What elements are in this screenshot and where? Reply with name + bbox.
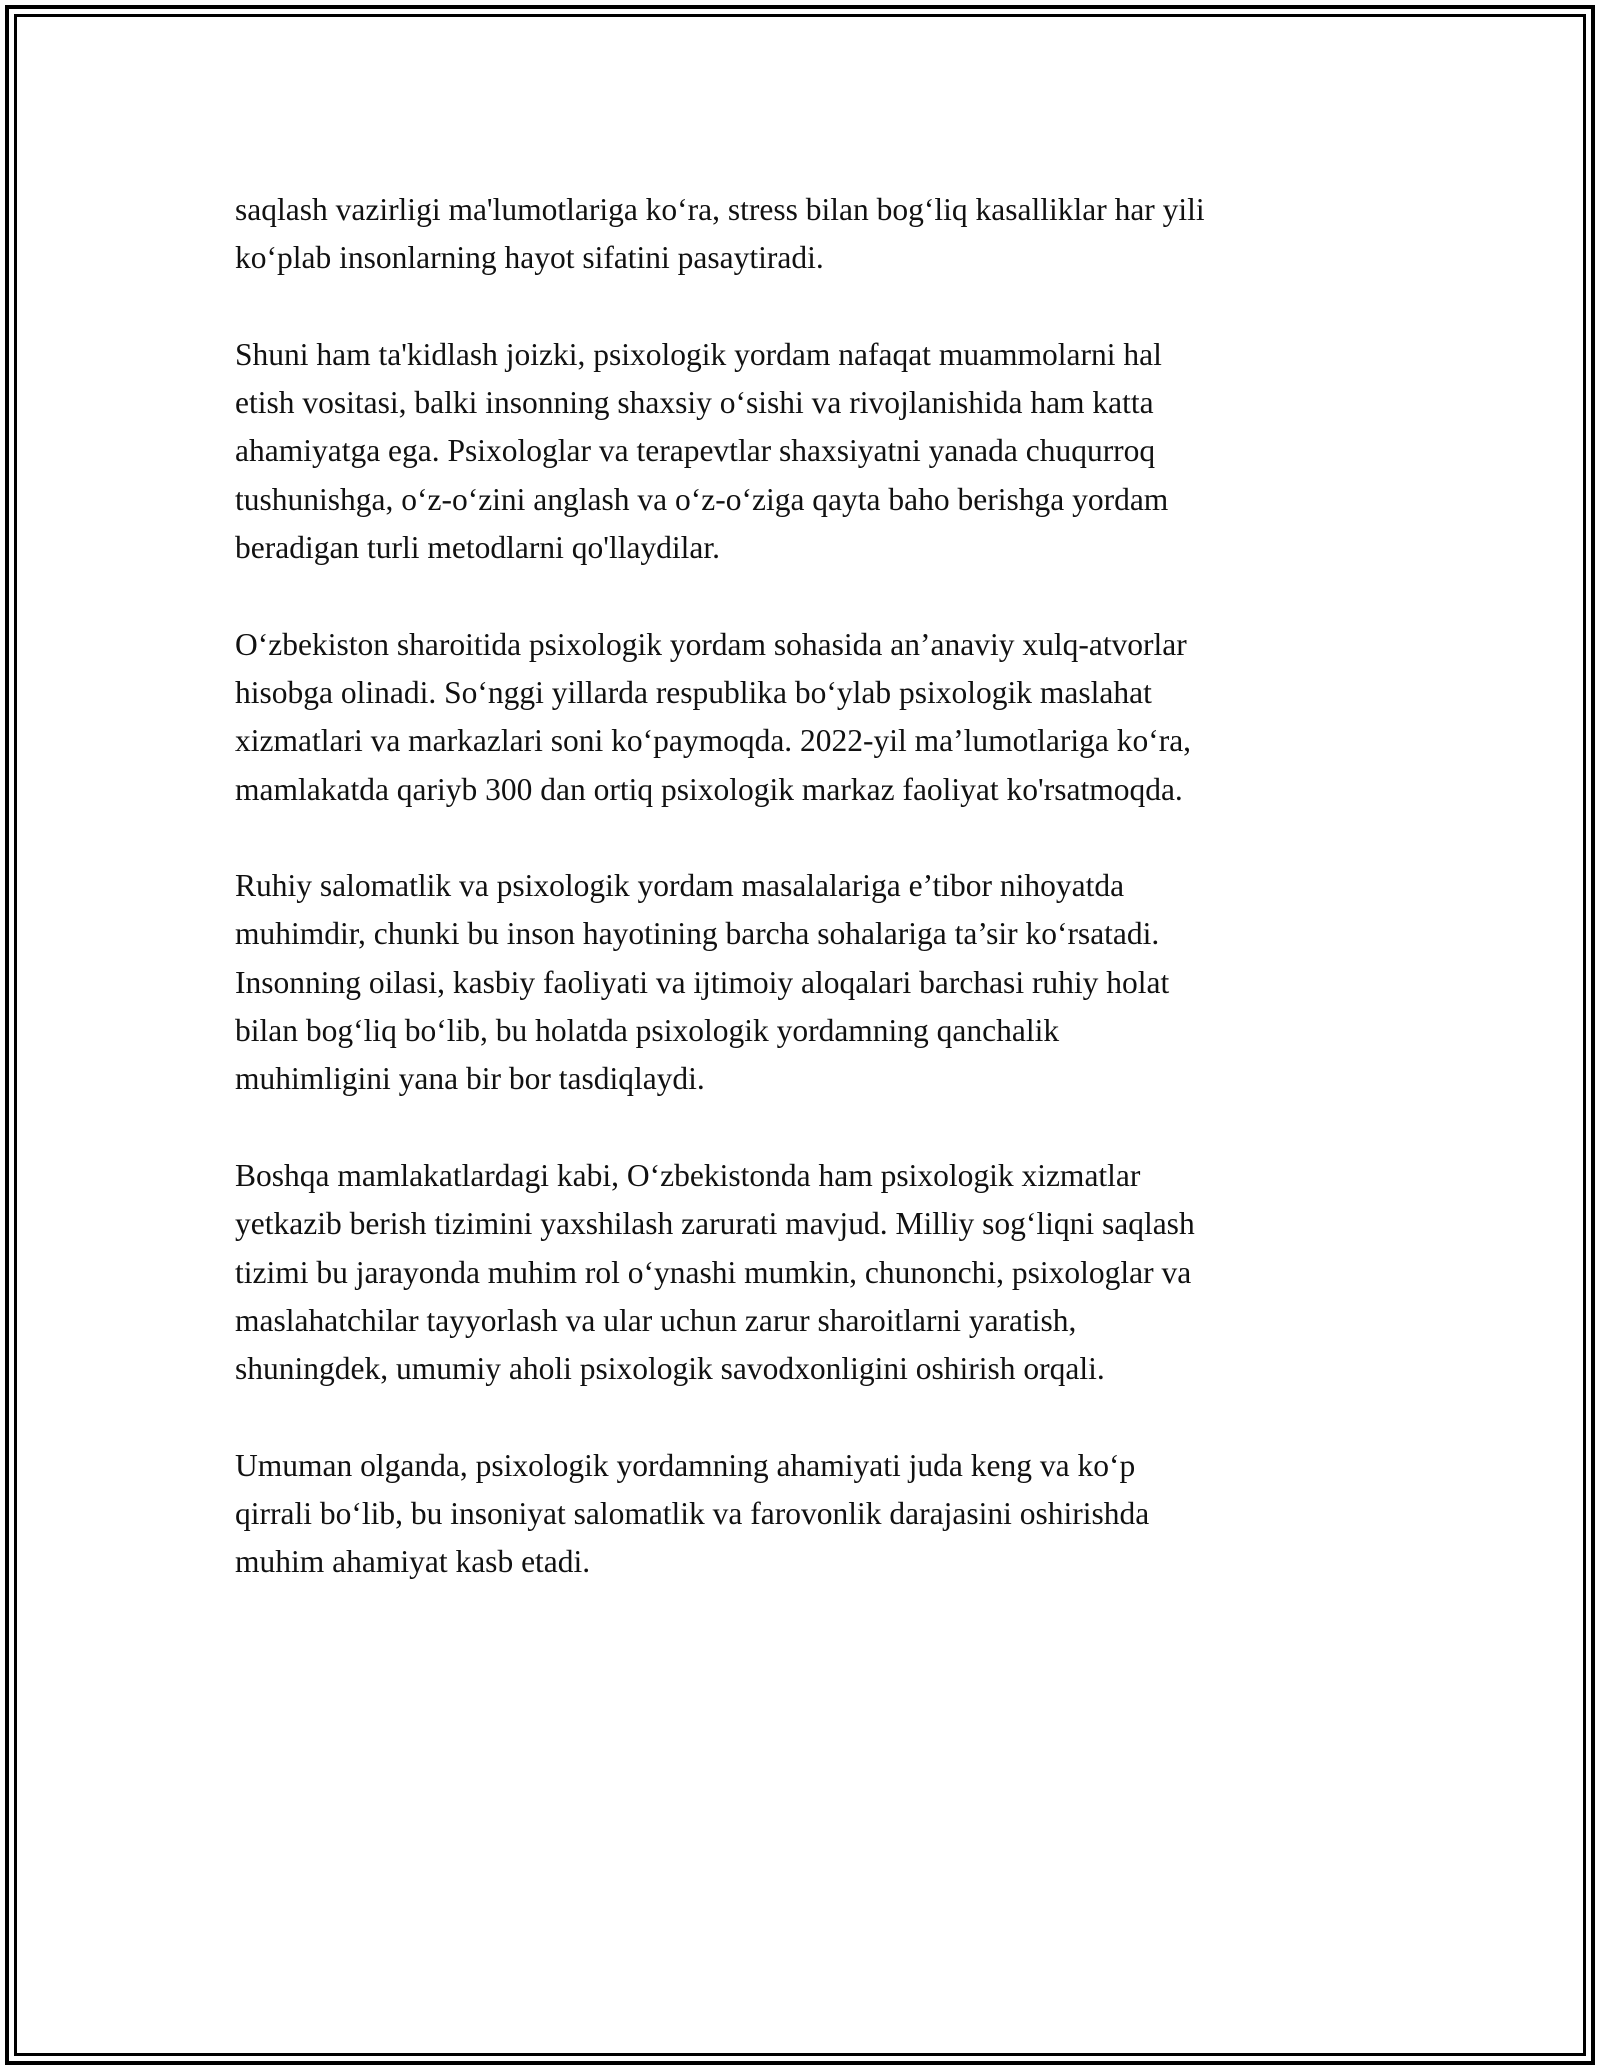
- text-line: muhimligini yana bir bor tasdiqlaydi.: [235, 1061, 705, 1097]
- text-line: maslahatchilar tayyorlash va ular uchun zarur sharoitlarni yaratish,: [235, 1302, 1077, 1338]
- paragraph-uzbekistan-centers: [235, 621, 1375, 814]
- paragraph-personal-growth: [235, 331, 1375, 572]
- text-line: O‘zbekiston sharoitida psixologik yordam sohasida an’anaviy xulq-atvorlar: [235, 626, 1187, 662]
- text-line: qirrali bo‘lib, bu insoniyat salomatlik va farovonlik darajasini oshirishda: [235, 1496, 1150, 1532]
- text-line: Insonning oilasi, kasbiy faoliyati va ijtimoiy aloqalari barchasi ruhiy holat: [235, 964, 1170, 1000]
- text-line: yetkazib berish tizimini yaxshilash zarurati mavjud. Milliy sog‘liqni saqlash: [235, 1206, 1195, 1242]
- text-line: tushunishga, o‘z-o‘zini anglash va o‘z-o‘ziga qayta baho berishga yordam: [235, 481, 1169, 517]
- paragraph-stress-statistics: [235, 186, 1375, 283]
- text-line: etish vositasi, balki insonning shaxsiy o‘sishi va rivojlanishida ham katta: [235, 385, 1154, 421]
- document-body: [235, 186, 1375, 1635]
- text-line: mamlakatda qariyb 300 dan ortiq psixologik markaz faoliyat ko'rsatmoqda.: [235, 771, 1183, 807]
- text-line: beradigan turli metodlarni qo'llaydilar.: [235, 530, 721, 566]
- text-line: xizmatlari va markazlari soni ko‘paymoqda. 2022-yil ma’lumotlariga ko‘ra,: [235, 723, 1192, 759]
- text-line: Ruhiy salomatlik va psixologik yordam masalalariga e’tibor nihoyatda: [235, 868, 1125, 904]
- text-line: ahamiyatga ega. Psixologlar va terapevtlar shaxsiyatni yanada chuqurroq: [235, 433, 1156, 469]
- text-line: Umuman olganda, psixologik yordamning ahamiyati juda keng va ko‘p: [235, 1447, 1136, 1483]
- text-line: bilan bog‘liq bo‘lib, bu holatda psixologik yordamning qanchalik: [235, 1013, 1060, 1049]
- text-line: saqlash vazirligi ma'lumotlariga ko‘ra, stress bilan bog‘liq kasalliklar har yili: [235, 192, 1205, 227]
- text-line: ko‘plab insonlarning hayot sifatini pasaytiradi.: [235, 240, 824, 276]
- text-line: Boshqa mamlakatlardagi kabi, O‘zbekistonda ham psixologik xizmatlar: [235, 1157, 1141, 1193]
- text-line: Shuni ham ta'kidlash joizki, psixologik yordam nafaqat muammolarni hal: [235, 336, 1162, 372]
- text-line: shuningdek, umumiy aholi psixologik savodxonligini oshirish orqali.: [235, 1351, 1105, 1387]
- paragraph-service-improvement: [235, 1152, 1375, 1393]
- paragraph-conclusion: [235, 1442, 1375, 1587]
- text-line: tizimi bu jarayonda muhim rol o‘ynashi mumkin, chunonchi, psixologlar va: [235, 1254, 1192, 1290]
- text-line: muhim ahamiyat kasb etadi.: [235, 1544, 591, 1580]
- text-line: hisobga olinadi. So‘nggi yillarda respublika bo‘ylab psixologik maslahat: [235, 674, 1152, 710]
- text-line: muhimdir, chunki bu inson hayotining barcha sohalariga ta’sir ko‘rsatadi.: [235, 916, 1160, 952]
- paragraph-mental-health-importance: [235, 862, 1375, 1103]
